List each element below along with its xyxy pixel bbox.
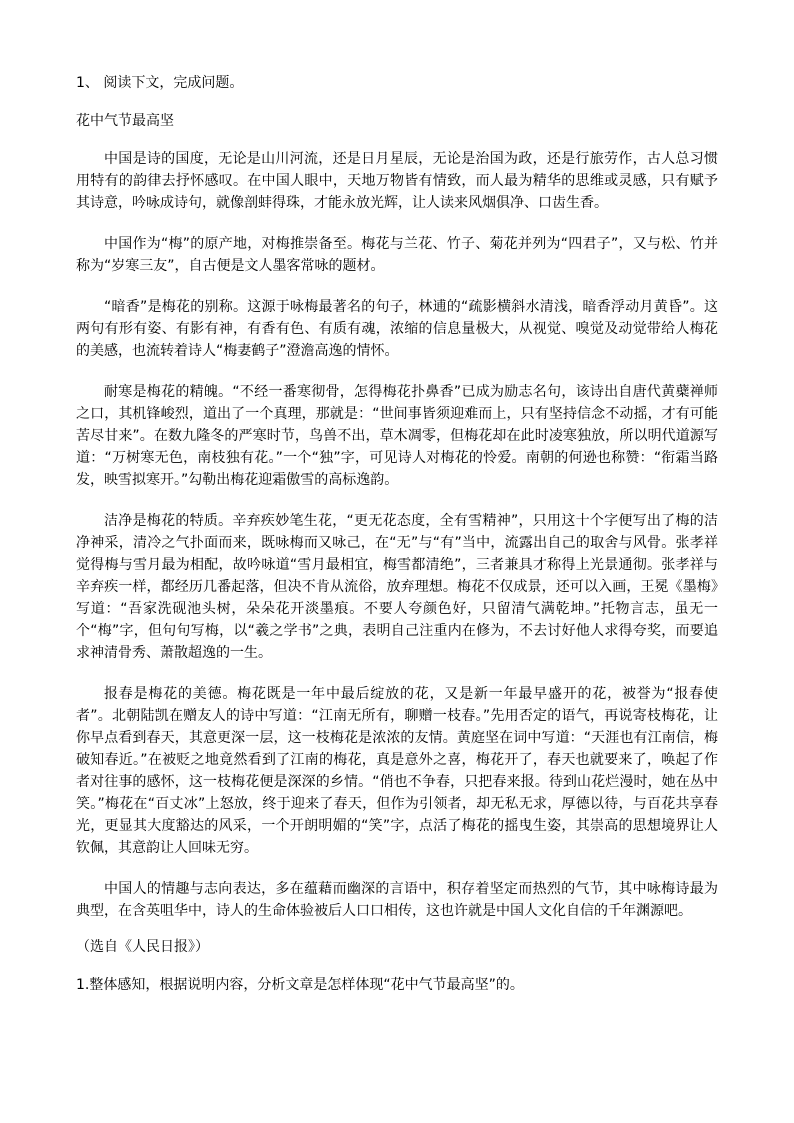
- paragraph-6: 报春是梅花的美德。梅花既是一年中最后绽放的花，又是新一年最早盛开的花，被誉为“报春使者”。北朝陆凯在赠友人的诗中写道：“江南无所有，聊赠一枝春。”先用否定的语气，再说寄枝梅花，让你早点看到春天，其意更深一层，这一枝梅花是浓浓的友情。黄庭坚在词中写道：“天涯也有江南信，梅破知春近。”在被贬之地竟然看到了江南的梅花，真是意外之喜，梅花开了，春天也就要来了，唤起了作者对往事的感怀，这一枝梅花便是深深的乡情。“俏也不争春，只把春来报。待到山花烂漫时，她在丛中笑。”梅花在“百丈冰”上怒放，终于迎来了春天，但作为引领者，却无私无求，厚德以待，与百花共享春光，更显其大度豁达的风采，一个开朗明媚的“笑”字，点活了梅花的摇曳生姿，其崇高的思想境界让人钦佩，其意韵让人回味无穷。: [76, 686, 718, 856]
- question-1: 1.整体感知，根据说明内容，分析文章是怎样体现“花中气节最高坚”的。: [76, 977, 524, 993]
- document-page: [76, 72, 718, 996]
- paragraph-4: 耐寒是梅花的精魄。“不经一番寒彻骨，怎得梅花扑鼻香”已成为励志名句，该诗出自唐代黄蘗禅师之口，其机锋峻烈，道出了一个真理，那就是：“世间事皆须迎难而上，只有坚持信念不动摇，才有可能苦尽甘来”。在数九隆冬的严寒时节，鸟兽不出，草木凋零，但梅花却在此时凌寒独放，所以明代道源写道：“万树寒无色，南枝独有花。”一个“独”字，可见诗人对梅花的怜爱。南朝的何逊也称赞：“衔霜当路发，映雪拟寒开。”勾勒出梅花迎霜傲雪的高标逸韵。: [76, 384, 718, 488]
- paragraph-3: “暗香”是梅花的别称。这源于咏梅最著名的句子，林逋的“疏影横斜水清浅，暗香浮动月黄昏”。这两句有形有姿、有影有神，有香有色、有质有魂，浓缩的信息量极大，从视觉、嗅觉及动觉带给人梅花的美感，也流转着诗人“梅妻鹤子”澄澹高逸的情怀。: [76, 299, 718, 359]
- question-intro: 1、 阅读下文，完成问题。: [76, 75, 244, 91]
- paragraph-5: 洁净是梅花的特质。辛弃疾妙笔生花，“更无花态度，全有雪精神”，只用这十个字便写出了梅的洁净神采，清冷之气扑面而来，既咏梅而又咏己，在“无”与“有”当中，流露出自己的取舍与风骨。张孝祥觉得梅与雪月最为相配，故吟咏道“雪月最相宜，梅雪都清绝”，三者兼具才称得上光景通彻。张孝祥与辛弃疾一样，都经历几番起落，但决不肯从流俗，放弃理想。梅花不仅成景，还可以入画，王冕《墨梅》写道：“吾家洗砚池头树，朵朵花开淡墨痕。不要人夸颜色好，只留清气满乾坤。”托物言志，虽无一个“梅”字，但句句写梅，以“羲之学书”之典，表明自己注重内在修为，不去讨好他人求得夸奖，而要追求神清骨秀、萧散超逸的一生。: [76, 513, 718, 661]
- paragraph-2: 中国作为“梅”的原产地，对梅推崇备至。梅花与兰花、竹子、菊花并列为“四君子”，又与松、竹并称为“岁寒三友”，自古便是文人墨客常咏的题材。: [76, 236, 718, 274]
- source-citation: （选自《人民日报》）: [76, 939, 209, 955]
- paragraph-7: 中国人的情趣与志向表达，多在蕴藉而幽深的言语中，积存着坚定而热烈的气节，其中咏梅诗最为典型，在含英咀华中，诗人的生命体验被后人口口相传，这也许就是中国人文化自信的千年渊源吧。: [76, 881, 718, 919]
- paragraph-1: 中国是诗的国度，无论是山川河流，还是日月星辰，无论是治国为政，还是行旅劳作，古人总习惯用特有的韵律去抒怀感叹。在中国人眼中，天地万物皆有情致，而人最为精华的思维或灵感，只有赋予其诗意，吟咏成诗句，就像剖蚌得珠，才能永放光辉，让人读来风烟俱净、口齿生香。: [76, 151, 718, 211]
- article-title: 花中气节最高坚: [76, 113, 174, 129]
